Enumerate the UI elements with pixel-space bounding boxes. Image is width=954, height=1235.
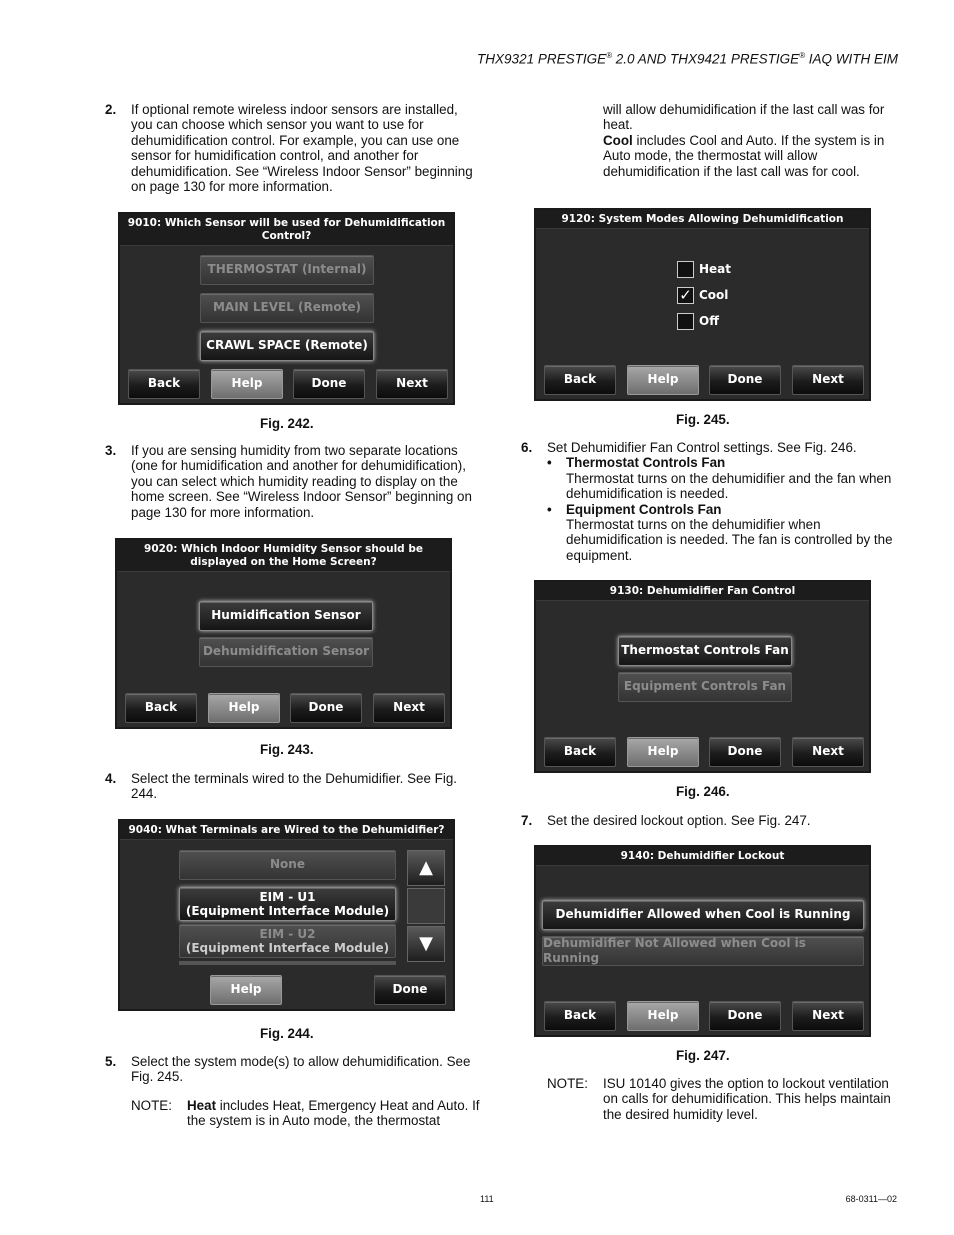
step-text: If you are sensing humidity from two separate locations (one for humidification and another for dehumidification), you can select which humidity reading to display on the home screen. See “Wireless Indoor Sensor” beginning on page 130 for more information.: [131, 443, 472, 520]
screen-title: 9040: What Terminals are Wired to the Dehumidifier?: [120, 821, 453, 840]
mode-label: Off: [699, 313, 719, 328]
bullet-text: Thermostat turns on the dehumidifier when dehumidification is needed. The fan is controlled by the equipment.: [566, 517, 893, 563]
scroll-up-icon[interactable]: ▲: [407, 850, 445, 886]
option-label: EIM - U1: [259, 890, 316, 904]
step-text: Set Dehumidifier Fan Control settings. See Fig. 246.: [547, 440, 857, 455]
help-button[interactable]: Help: [627, 1001, 699, 1031]
option-thermostat-internal[interactable]: THERMOSTAT (Internal): [200, 255, 374, 285]
option-dehumidification-sensor[interactable]: Dehumidification Sensor: [199, 637, 373, 667]
step-6: [521, 440, 901, 563]
option-humidification-sensor[interactable]: Humidification Sensor: [199, 601, 373, 631]
step-number: 5.: [105, 1054, 117, 1069]
header-title-c: IAQ WITH EIM: [805, 51, 898, 67]
fig-caption: Fig. 243.: [260, 742, 314, 757]
step-7: [521, 813, 901, 828]
option-allowed-when-cool[interactable]: Dehumidifier Allowed when Cool is Running: [542, 900, 864, 930]
option-eim-u1[interactable]: [179, 887, 396, 921]
fig-caption: Fig. 245.: [676, 412, 730, 427]
checkmark-icon[interactable]: ✓: [677, 287, 694, 304]
screen-9130: [534, 580, 871, 773]
note-continued: [603, 102, 901, 179]
option-thermostat-controls-fan[interactable]: Thermostat Controls Fan: [618, 636, 792, 666]
screen-title: 9140: Dehumidifier Lockout: [536, 847, 869, 866]
screen-9120: [534, 208, 871, 401]
scrollbar-track[interactable]: [407, 888, 445, 924]
note-label: NOTE:: [131, 1098, 172, 1113]
option-sublabel: (Equipment Interface Module): [185, 904, 390, 918]
step-5: [105, 1054, 479, 1085]
bullet-text: Thermostat turns on the dehumidifier and the fan when dehumidification is needed.: [566, 470, 892, 502]
scroll-down-icon[interactable]: ▼: [407, 926, 445, 962]
page-number: 111: [480, 1194, 494, 1204]
done-button[interactable]: Done: [709, 737, 781, 767]
checkbox-icon[interactable]: [677, 261, 694, 278]
note-isu-10140: [547, 1076, 893, 1122]
next-button[interactable]: Next: [792, 737, 864, 767]
step-text: Set the desired lockout option. See Fig. 247.: [547, 813, 811, 828]
option-main-level-remote[interactable]: MAIN LEVEL (Remote): [200, 293, 374, 323]
bullet-title: Thermostat Controls Fan: [566, 455, 726, 471]
option-eim-u2[interactable]: [179, 924, 396, 958]
note-continued-text: will allow dehumidification if the last call was for heat.: [603, 102, 885, 133]
step-2: [105, 102, 479, 194]
done-button[interactable]: Done: [290, 693, 362, 723]
help-button[interactable]: Help: [211, 369, 283, 399]
note-heat: [131, 1098, 481, 1129]
screen-title: 9120: System Modes Allowing Dehumidification: [536, 210, 869, 229]
bullet-thermostat-controls: [547, 455, 901, 501]
next-button[interactable]: Next: [376, 369, 448, 399]
reg-mark: ®: [606, 51, 613, 60]
header-title-b: 2.0 AND THX9421 PRESTIGE: [612, 51, 800, 67]
help-button[interactable]: Help: [208, 693, 280, 723]
step-text: Select the terminals wired to the Dehumidifier. See Fig. 244.: [131, 771, 457, 802]
screen-9040: [118, 819, 455, 1011]
step-number: 6.: [521, 440, 533, 455]
option-label: EIM - U2: [259, 927, 316, 941]
mode-heat-checkbox[interactable]: [677, 261, 731, 278]
fig-caption: Fig. 247.: [676, 1048, 730, 1063]
screen-9020: [115, 538, 452, 729]
note-text: ISU 10140 gives the option to lockout ventilation on calls for dehumidification. This helps maintain the desired humidity level.: [603, 1076, 891, 1122]
note-label: NOTE:: [547, 1076, 588, 1091]
option-none[interactable]: None: [179, 850, 396, 880]
fig-caption: Fig. 246.: [676, 784, 730, 799]
reg-mark: ®: [799, 51, 805, 60]
step-number: 4.: [105, 771, 117, 786]
next-button[interactable]: Next: [792, 1001, 864, 1031]
bullet-equipment-controls: [547, 502, 901, 564]
step-number: 2.: [105, 102, 117, 117]
mode-cool-checkbox[interactable]: [677, 287, 728, 304]
header-title-a: THX9321 PRESTIGE: [477, 51, 607, 67]
bullet-icon: •: [547, 501, 552, 517]
screen-9140: [534, 845, 871, 1037]
screen-9010: [118, 212, 455, 405]
option-not-allowed-when-cool[interactable]: Dehumidifier Not Allowed when Cool is Running: [542, 936, 864, 966]
step-number: 7.: [521, 813, 533, 828]
mode-label: Cool: [699, 287, 729, 302]
done-button[interactable]: Done: [374, 975, 446, 1005]
done-button[interactable]: Done: [293, 369, 365, 399]
done-button[interactable]: Done: [709, 1001, 781, 1031]
option-equipment-controls-fan[interactable]: Equipment Controls Fan: [618, 672, 792, 702]
step-4: [105, 771, 479, 802]
done-button[interactable]: Done: [709, 365, 781, 395]
page-header: [477, 48, 898, 67]
mode-label: Heat: [699, 261, 732, 276]
bullet-title: Equipment Controls Fan: [566, 501, 722, 517]
fig-caption: Fig. 242.: [260, 416, 314, 431]
note-text: includes Heat, Emergency Heat and Auto. If the system is in Auto mode, the thermostat: [187, 1098, 480, 1129]
fig-caption: Fig. 244.: [260, 1026, 314, 1041]
help-button[interactable]: Help: [210, 975, 282, 1005]
mode-off-checkbox[interactable]: [677, 313, 719, 330]
back-button[interactable]: Back: [544, 737, 616, 767]
checkbox-icon[interactable]: [677, 313, 694, 330]
back-button[interactable]: Back: [125, 693, 197, 723]
back-button[interactable]: Back: [128, 369, 200, 399]
bullet-icon: •: [547, 455, 552, 471]
step-text: If optional remote wireless indoor sensors are installed, you can choose which sensor you want to use for dehumidification control. For example, you can use one sensor for humidification control, and another for dehumidification. See “Wireless Indoor Sensor” beginning on page 130 for more information.: [131, 102, 473, 195]
note-bold-heat: Heat: [187, 1098, 217, 1113]
screen-title: 9130: Dehumidifier Fan Control: [536, 582, 869, 601]
option-sublabel: (Equipment Interface Module): [185, 941, 390, 955]
screen-title: 9010: Which Sensor will be used for Dehumidification Control?: [120, 214, 453, 246]
step-number: 3.: [105, 443, 117, 458]
back-button[interactable]: Back: [544, 1001, 616, 1031]
help-button[interactable]: Help: [627, 365, 699, 395]
help-button[interactable]: Help: [627, 737, 699, 767]
list-more-indicator: [179, 961, 396, 965]
note-text: includes Cool and Auto. If the system is in Auto mode, the thermostat will allow dehumidification if the last call was for cool.: [603, 132, 885, 179]
option-crawl-space-remote[interactable]: CRAWL SPACE (Remote): [200, 331, 374, 361]
next-button[interactable]: Next: [792, 365, 864, 395]
step-text: Select the system mode(s) to allow dehumidification. See Fig. 245.: [131, 1054, 471, 1085]
next-button[interactable]: Next: [373, 693, 445, 723]
note-bold-cool: Cool: [603, 132, 633, 148]
screen-title: 9020: Which Indoor Humidity Sensor should be displayed on the Home Screen?: [117, 540, 450, 572]
doc-number: 68-0311—02: [845, 1194, 897, 1204]
step-3: [105, 443, 481, 520]
back-button[interactable]: Back: [544, 365, 616, 395]
